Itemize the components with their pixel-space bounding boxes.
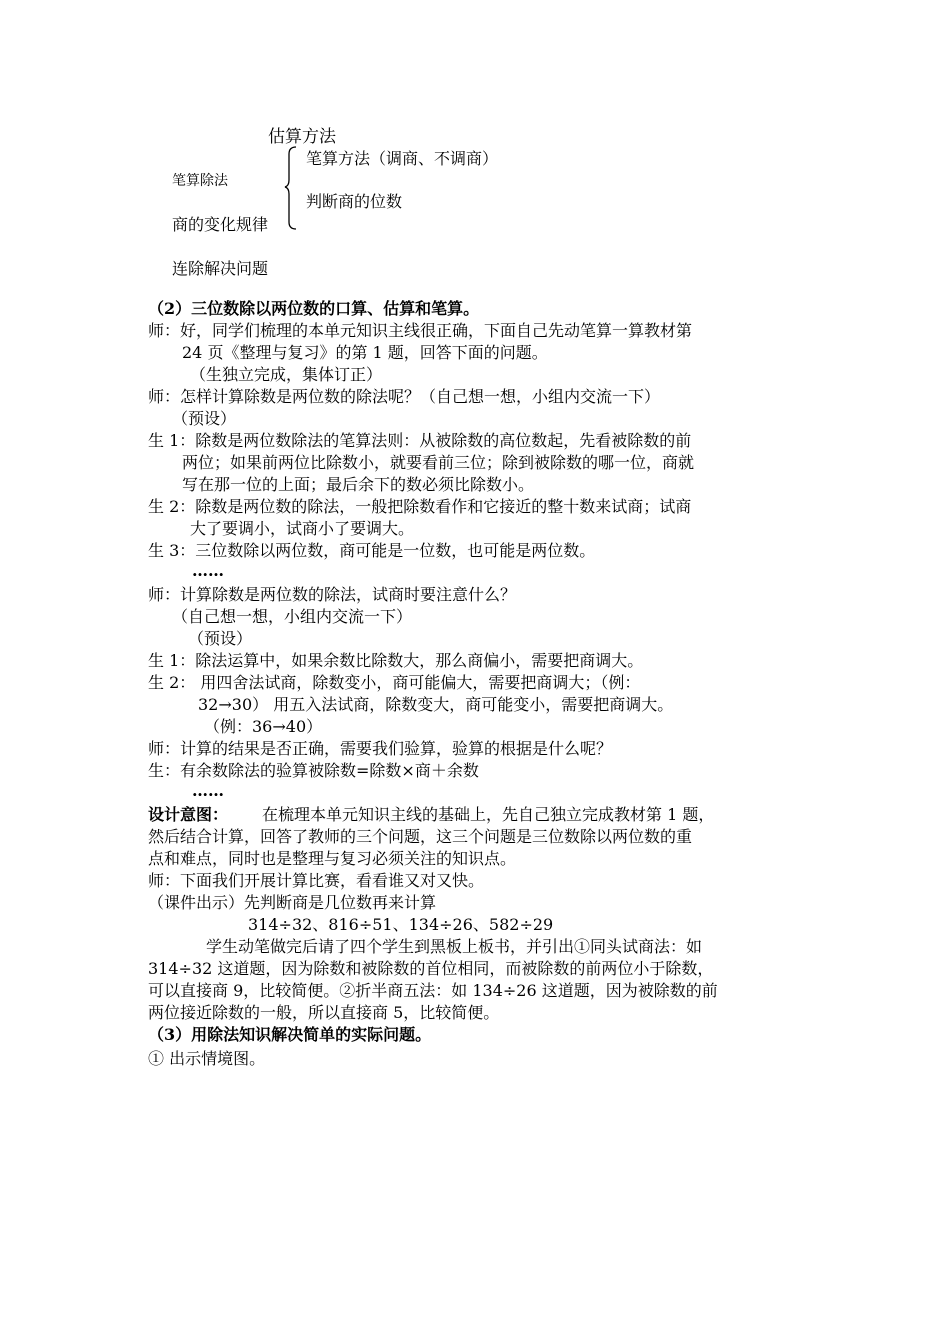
dialogue-line: （例：36→40） <box>204 717 323 736</box>
outline-quotient-rule: 商的变化规律 <box>172 215 269 234</box>
contest-line: 可以直接商 9，比较简便。②折半商五法：如 134÷26 这道题，因为被除数的前 <box>148 981 718 1000</box>
dialogue-line: 生 3：三位数除以两位数，商可能是一位数，也可能是两位数。 <box>148 541 596 560</box>
contest-problems: 314÷32、816÷51、134÷26、582÷29 <box>248 915 554 934</box>
outline-brace-icon <box>284 146 298 230</box>
dialogue-line: （预设） <box>188 629 253 648</box>
ellipsis: …… <box>192 781 224 800</box>
contest-line: （课件出示）先判断商是几位数再来计算 <box>148 893 437 912</box>
design-intent-line: 点和难点，同时也是整理与复习必须关注的知识点。 <box>148 849 517 868</box>
section3-item: ① 出示情境图。 <box>148 1049 266 1068</box>
design-intent-line: 然后结合计算，回答了教师的三个问题，这三个问题是三位数除以两位数的重 <box>148 827 693 846</box>
contest-line: 314÷32 这道题，因为除数和被除数的首位相同，而被除数的前两位小于除数， <box>148 959 714 978</box>
dialogue-line: 师：怎样计算除数是两位数的除法呢？（自己想一想，小组内交流一下） <box>148 387 661 406</box>
design-intent-line: 在梳理本单元知识主线的基础上，先自己独立完成教材第 1 题， <box>262 805 715 824</box>
dialogue-line: 生：有余数除法的验算被除数=除数×商＋余数 <box>148 761 479 780</box>
ellipsis: …… <box>192 561 224 580</box>
contest-line: 学生动笔做完后请了四个学生到黑板上板书，并引出①同头试商法：如 <box>206 937 703 956</box>
outline-written-method: 笔算方法（调商、不调商） <box>306 149 499 168</box>
dialogue-line: 生 1：除法运算中，如果余数比除数大，那么商偏小，需要把商调大。 <box>148 651 644 670</box>
dialogue-line: 24 页《整理与复习》的第 1 题，回答下面的问题。 <box>182 343 548 362</box>
outline-written-division: 笔算除法 <box>172 173 228 189</box>
dialogue-line: 师：计算的结果是否正确，需要我们验算，验算的根据是什么呢？ <box>148 739 613 758</box>
dialogue-line: 师：好，同学们梳理的本单元知识主线很正确，下面自己先动笔算一算教材第 <box>148 321 693 340</box>
section2-heading: （2）三位数除以两位数的口算、估算和笔算。 <box>148 299 480 318</box>
dialogue-line: 两位；如果前两位比除数小，就要看前三位；除到被除数的哪一位，商就 <box>182 453 695 472</box>
dialogue-line: （预设） <box>172 409 237 428</box>
dialogue-line: 师：计算除数是两位数的除法，试商时要注意什么？ <box>148 585 517 604</box>
outline-judge-digits: 判断商的位数 <box>306 192 403 211</box>
dialogue-line: 32→30） 用五入法试商，除数变大，商可能变小，需要把商调大。 <box>198 695 674 714</box>
dialogue-line: 生 1：除数是两位数除法的笔算法则：从被除数的高位数起，先看被除数的前 <box>148 431 692 450</box>
dialogue-line: 生 2：除数是两位数的除法，一般把除数看作和它接近的整十数来试商；试商 <box>148 497 692 516</box>
dialogue-line: 大了要调小，试商小了要调大。 <box>190 519 415 538</box>
outline-continuous-division: 连除解决问题 <box>172 259 269 278</box>
dialogue-line: （自己想一想，小组内交流一下） <box>172 607 413 626</box>
design-intent-label: 设计意图： <box>148 805 229 824</box>
dialogue-line: 生 2： 用四舍法试商，除数变小，商可能偏大，需要把商调大；（例： <box>148 673 641 692</box>
contest-line: 师：下面我们开展计算比赛，看看谁又对又快。 <box>148 871 485 890</box>
outline-estimate-method: 估算方法 <box>268 127 336 147</box>
dialogue-line: 写在那一位的上面；最后余下的数必须比除数小。 <box>182 475 535 494</box>
section3-heading: （3）用除法知识解决简单的实际问题。 <box>148 1025 432 1044</box>
contest-line: 两位接近除数的一般，所以直接商 5，比较简便。 <box>148 1003 500 1022</box>
dialogue-line: （生独立完成，集体订正） <box>190 365 383 384</box>
